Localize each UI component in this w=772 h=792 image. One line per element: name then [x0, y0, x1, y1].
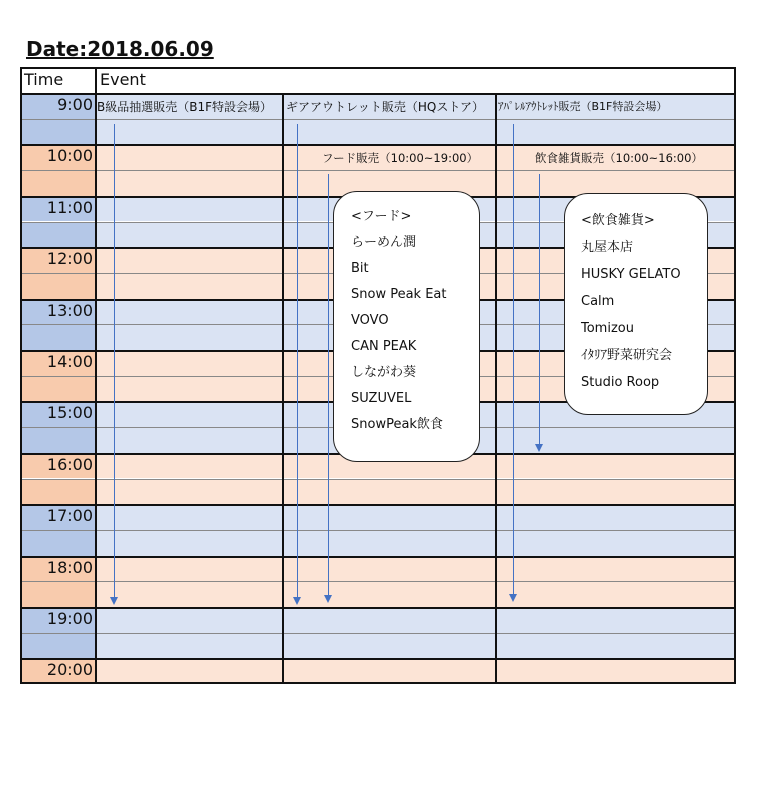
event-cell [96, 530, 736, 556]
arrow-down-icon [509, 594, 517, 602]
time-cell [20, 633, 96, 659]
time-label: 15:00 [46, 403, 93, 423]
goods-vendor: Calm [581, 294, 615, 309]
food-vendors-callout [333, 191, 480, 462]
event-cell [96, 479, 736, 505]
row-divider [20, 530, 736, 531]
time-label: 18:00 [46, 557, 93, 577]
row-divider [20, 607, 736, 609]
header-divider [20, 93, 736, 95]
time-cell [20, 119, 96, 145]
goods-vendor: HUSKY GELATO [581, 267, 681, 282]
goods-vendor: 丸屋本店 [581, 240, 634, 255]
row-divider [20, 170, 736, 171]
event-cell [96, 556, 736, 582]
food-vendor: SnowPeak飲食 [351, 417, 443, 432]
time-cell [20, 479, 96, 505]
event-column-header: Event [96, 67, 736, 93]
food-vendor: SUZUVEL [351, 391, 412, 406]
row-divider [20, 119, 736, 120]
row-divider [20, 556, 736, 558]
event-apparel-outlet: ｱﾊﾟﾚﾙｱｳﾄﾚｯﾄ販売（B1F特設会場） [498, 100, 668, 113]
arrow-down-icon [535, 444, 543, 452]
time-label: 16:00 [46, 454, 93, 474]
column-divider [495, 93, 497, 684]
column-divider [95, 67, 97, 684]
time-cell [20, 376, 96, 402]
time-label: 12:00 [46, 249, 93, 269]
event-goods-sale: 飲食雑貨販売（10:00~16:00） [535, 151, 703, 165]
row-divider [20, 144, 736, 146]
duration-arrow-line [539, 174, 540, 444]
row-divider [20, 581, 736, 582]
goods-vendor: Studio Roop [581, 375, 660, 390]
event-cell [96, 633, 736, 659]
time-label: 11:00 [46, 197, 93, 217]
goods-vendor: ｲﾀﾘｱ野菜研究会 [581, 348, 673, 363]
food-callout-heading: <フード> [351, 209, 412, 224]
time-label: 9:00 [57, 95, 93, 114]
time-cell [20, 273, 96, 299]
duration-arrow-line [114, 124, 115, 597]
time-label: 14:00 [46, 352, 93, 371]
page-title: Date:2018.06.09 [26, 37, 214, 61]
food-vendor: らーめん潤 [351, 235, 417, 250]
arrow-down-icon [324, 595, 332, 603]
food-vendor: CAN PEAK [351, 339, 417, 354]
time-cell [20, 581, 96, 607]
time-column-header: Time [20, 67, 96, 93]
column-divider [282, 93, 284, 684]
row-divider [20, 504, 736, 506]
event-b-grade-sale: B級品抽選販売（B1F特設会場） [97, 100, 273, 114]
event-cell [96, 119, 736, 145]
food-vendor: Bit [351, 261, 369, 276]
duration-arrow-line [297, 124, 298, 597]
goods-vendor: Tomizou [581, 321, 634, 336]
goods-vendors-callout [564, 193, 708, 415]
event-cell [96, 581, 736, 607]
arrow-down-icon [293, 597, 301, 605]
event-cell [96, 658, 736, 684]
time-cell [20, 222, 96, 248]
time-label: 19:00 [46, 609, 93, 628]
duration-arrow-line [513, 124, 514, 594]
event-cell [96, 607, 736, 633]
event-cell [96, 504, 736, 530]
food-vendor: VOVO [351, 313, 389, 328]
food-vendor: Snow Peak Eat [351, 287, 447, 302]
arrow-down-icon [110, 597, 118, 605]
time-label: 17:00 [46, 506, 93, 526]
time-cell [20, 530, 96, 556]
row-divider [20, 479, 736, 480]
row-divider [20, 658, 736, 660]
row-divider [20, 633, 736, 634]
time-cell [20, 427, 96, 453]
event-gear-outlet: ギアアウトレット販売（HQストア） [286, 100, 484, 114]
event-food-sale: フード販売（10:00~19:00） [322, 151, 479, 165]
time-cell [20, 324, 96, 350]
time-label: 13:00 [46, 300, 93, 320]
goods-callout-heading: <飲食雑貨> [581, 213, 655, 228]
duration-arrow-line [328, 174, 329, 597]
food-vendor: しながわ葵 [351, 365, 417, 380]
time-label: 20:00 [46, 660, 93, 680]
time-label: 10:00 [46, 146, 93, 166]
time-cell [20, 170, 96, 196]
